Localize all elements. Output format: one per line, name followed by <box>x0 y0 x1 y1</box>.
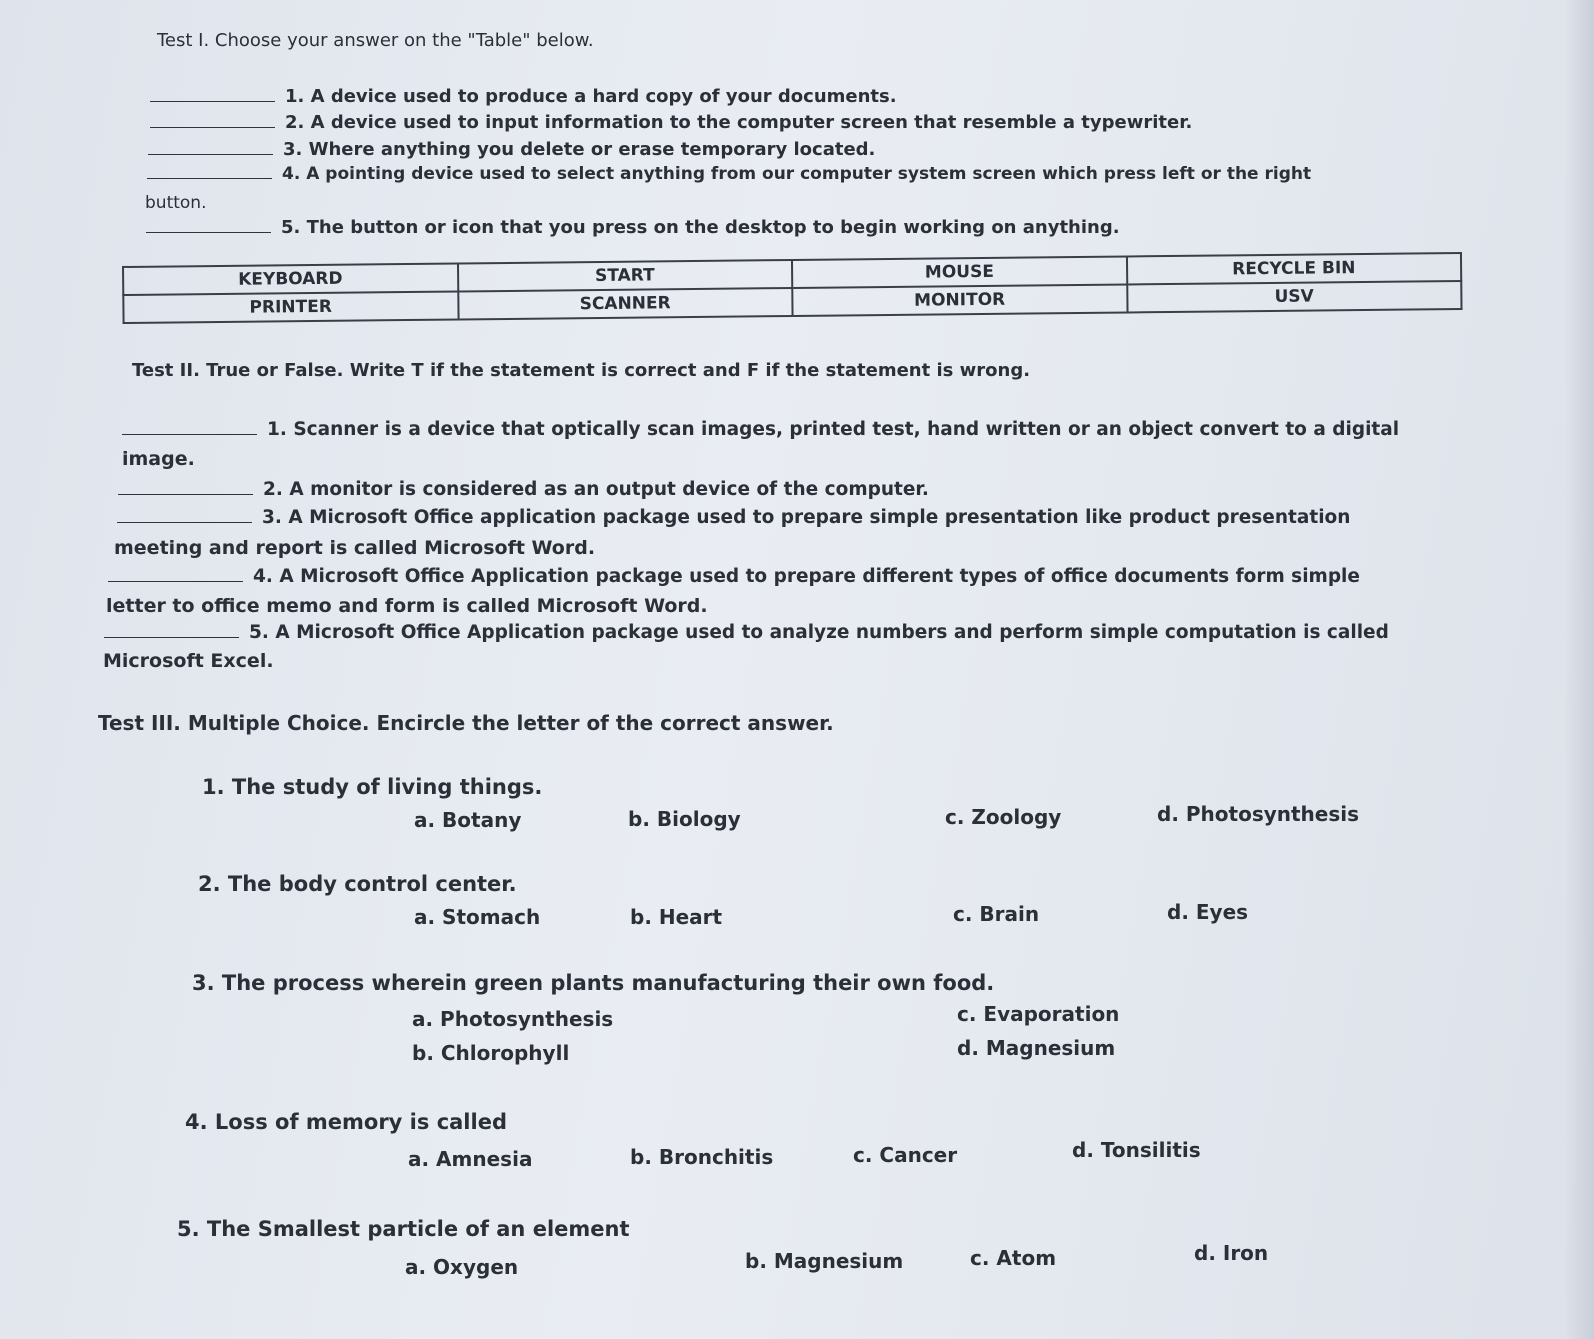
test2-item-5-continued: Microsoft Excel. <box>103 650 274 672</box>
test1-heading: Test I. Choose your answer on the "Table" below. <box>157 30 594 51</box>
answer-blank[interactable] <box>104 637 239 638</box>
answer-blank[interactable] <box>147 178 272 179</box>
test1-item-4: 4. A pointing device used to select anything from our computer system screen which press left or the right <box>147 164 1311 184</box>
mc-option[interactable]: a. Amnesia <box>408 1147 533 1171</box>
table-cell: MONITOR <box>792 284 1127 316</box>
mc-question-3: 3. The process wherein green plants manufacturing their own food. <box>192 971 995 995</box>
paper-edge-shadow <box>1564 0 1594 1339</box>
table-cell: PRINTER <box>123 291 458 323</box>
table-cell: USV <box>1127 281 1462 313</box>
table-cell: START <box>457 260 792 292</box>
mc-option[interactable]: c. Cancer <box>853 1143 958 1167</box>
answer-blank[interactable] <box>117 522 252 523</box>
test2-item-2: 2. A monitor is considered as an output device of the computer. <box>118 479 929 500</box>
test2-item-1: 1. Scanner is a device that optically scan images, printed test, hand written or an object convert to a digital <box>122 419 1399 440</box>
answer-blank[interactable] <box>118 494 253 495</box>
table-cell: MOUSE <box>792 256 1127 288</box>
mc-option[interactable]: d. Iron <box>1194 1241 1269 1265</box>
answer-choices-table <box>122 252 1463 324</box>
mc-question-4: 4. Loss of memory is called <box>185 1110 507 1134</box>
mc-option[interactable]: a. Oxygen <box>405 1255 519 1279</box>
test2-item-4-continued: letter to office memo and form is called Microsoft Word. <box>106 595 708 617</box>
answer-blank[interactable] <box>108 581 243 582</box>
mc-option[interactable]: a. Botany <box>414 808 522 832</box>
answer-blank[interactable] <box>150 127 275 128</box>
test1-item-1: 1. A device used to produce a hard copy of your documents. <box>150 86 897 107</box>
mc-option[interactable]: a. Photosynthesis <box>412 1007 614 1031</box>
mc-question-1: 1. The study of living things. <box>202 775 543 799</box>
mc-question-2: 2. The body control center. <box>198 872 517 896</box>
answer-blank[interactable] <box>148 154 273 155</box>
test2-item-1-continued: image. <box>122 448 195 470</box>
mc-option[interactable]: b. Chlorophyll <box>412 1041 570 1065</box>
test2-item-5: 5. A Microsoft Office Application package used to analyze numbers and perform simple computation is called <box>104 622 1389 643</box>
test3-heading: Test III. Multiple Choice. Encircle the letter of the correct answer. <box>98 711 834 735</box>
mc-option[interactable]: d. Tonsilitis <box>1072 1138 1201 1162</box>
table-cell: RECYCLE BIN <box>1126 253 1461 285</box>
test2-heading: Test II. True or False. Write T if the statement is correct and F if the statement is wrong. <box>132 360 1031 381</box>
test1-item-3: 3. Where anything you delete or erase temporary located. <box>148 139 875 160</box>
mc-option[interactable]: c. Zoology <box>945 805 1062 829</box>
mc-option[interactable]: c. Atom <box>970 1246 1057 1270</box>
mc-question-5: 5. The Smallest particle of an element <box>177 1217 630 1241</box>
mc-option[interactable]: b. Bronchitis <box>630 1145 774 1169</box>
mc-option[interactable]: d. Photosynthesis <box>1157 802 1360 826</box>
mc-option[interactable]: b. Heart <box>630 905 723 929</box>
mc-option[interactable]: d. Eyes <box>1167 900 1249 924</box>
table-cell: SCANNER <box>458 288 793 320</box>
mc-option[interactable]: d. Magnesium <box>957 1036 1116 1060</box>
answer-blank[interactable] <box>122 434 257 435</box>
test1-item-5: 5. The button or icon that you press on the desktop to begin working on anything. <box>146 217 1120 238</box>
test1-item-4-continued: button. <box>145 193 207 213</box>
test2-item-4: 4. A Microsoft Office Application package used to prepare different types of office documents form simple <box>108 566 1360 587</box>
mc-option[interactable]: b. Magnesium <box>745 1249 904 1273</box>
answer-blank[interactable] <box>150 101 275 102</box>
mc-option[interactable]: c. Brain <box>953 902 1040 926</box>
mc-option[interactable]: c. Evaporation <box>957 1002 1120 1026</box>
table-cell: KEYBOARD <box>123 263 458 295</box>
mc-option[interactable]: a. Stomach <box>414 905 541 929</box>
test1-item-2: 2. A device used to input information to the computer screen that resemble a typewriter. <box>150 112 1192 133</box>
test2-item-3-continued: meeting and report is called Microsoft Word. <box>114 537 596 559</box>
test2-item-3: 3. A Microsoft Office application package used to prepare simple presentation like product presentation <box>117 507 1350 528</box>
mc-option[interactable]: b. Biology <box>628 807 741 831</box>
answer-blank[interactable] <box>146 232 271 233</box>
